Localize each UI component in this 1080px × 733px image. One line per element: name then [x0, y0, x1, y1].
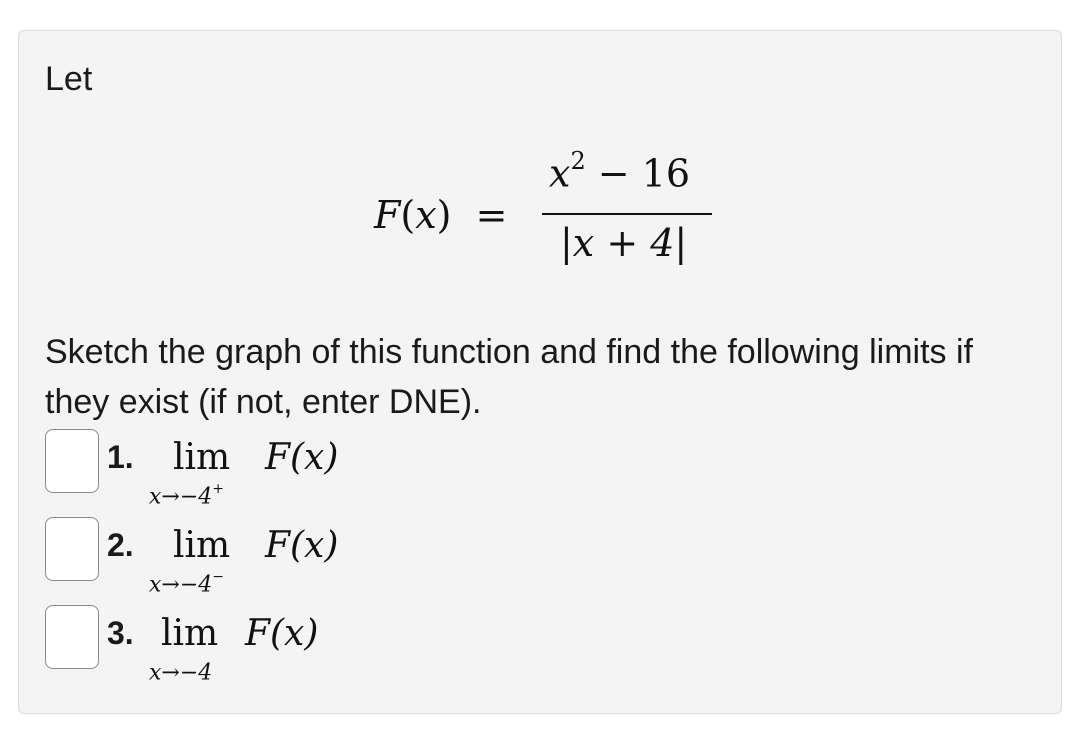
approach-expression: x→−4	[149, 484, 213, 510]
limit-item-3	[45, 603, 645, 686]
limit-item-2	[45, 515, 645, 598]
numerator-constant: − 16	[585, 151, 691, 196]
approach-expression: x→−4	[149, 572, 213, 598]
equation-lhs: F(x) =	[374, 193, 508, 237]
approach-side: +	[212, 481, 225, 497]
limit-approach	[149, 571, 224, 597]
limit-approach	[149, 483, 224, 509]
answer-checkbox-2[interactable]	[45, 517, 99, 581]
function-name: F	[374, 193, 401, 237]
limit-number: 2.	[107, 527, 134, 563]
question-card	[18, 30, 1062, 714]
lim-operator: lim	[173, 525, 231, 566]
limit-number: 3.	[107, 615, 134, 651]
limit-item-1	[45, 427, 645, 510]
fraction-numerator	[549, 147, 691, 196]
approach-side: −	[212, 569, 225, 585]
answer-checkbox-1[interactable]	[45, 429, 99, 493]
fraction-denominator: |x + 4|	[560, 221, 688, 265]
lim-operator: lim	[161, 613, 219, 654]
limit-expression: F(x)	[245, 613, 319, 654]
numerator-exponent: 2	[570, 147, 586, 175]
limit-expression: F(x)	[265, 437, 339, 478]
limit-expression: F(x)	[265, 525, 339, 566]
function-variable: x	[415, 193, 437, 237]
equals-sign: =	[475, 193, 508, 237]
lim-operator: lim	[173, 437, 231, 478]
limit-approach	[149, 659, 212, 685]
numerator-variable: x	[549, 151, 571, 196]
instructions-text: Sketch the graph of this function and find the following limits if they exist (if not, enter DNE).	[45, 333, 973, 421]
answer-checkbox-3[interactable]	[45, 605, 99, 669]
function-equation	[374, 147, 754, 281]
limit-number: 1.	[107, 439, 134, 475]
approach-expression: x→−4	[149, 660, 213, 686]
intro-text: Let	[45, 60, 93, 98]
fraction-bar	[542, 213, 712, 215]
